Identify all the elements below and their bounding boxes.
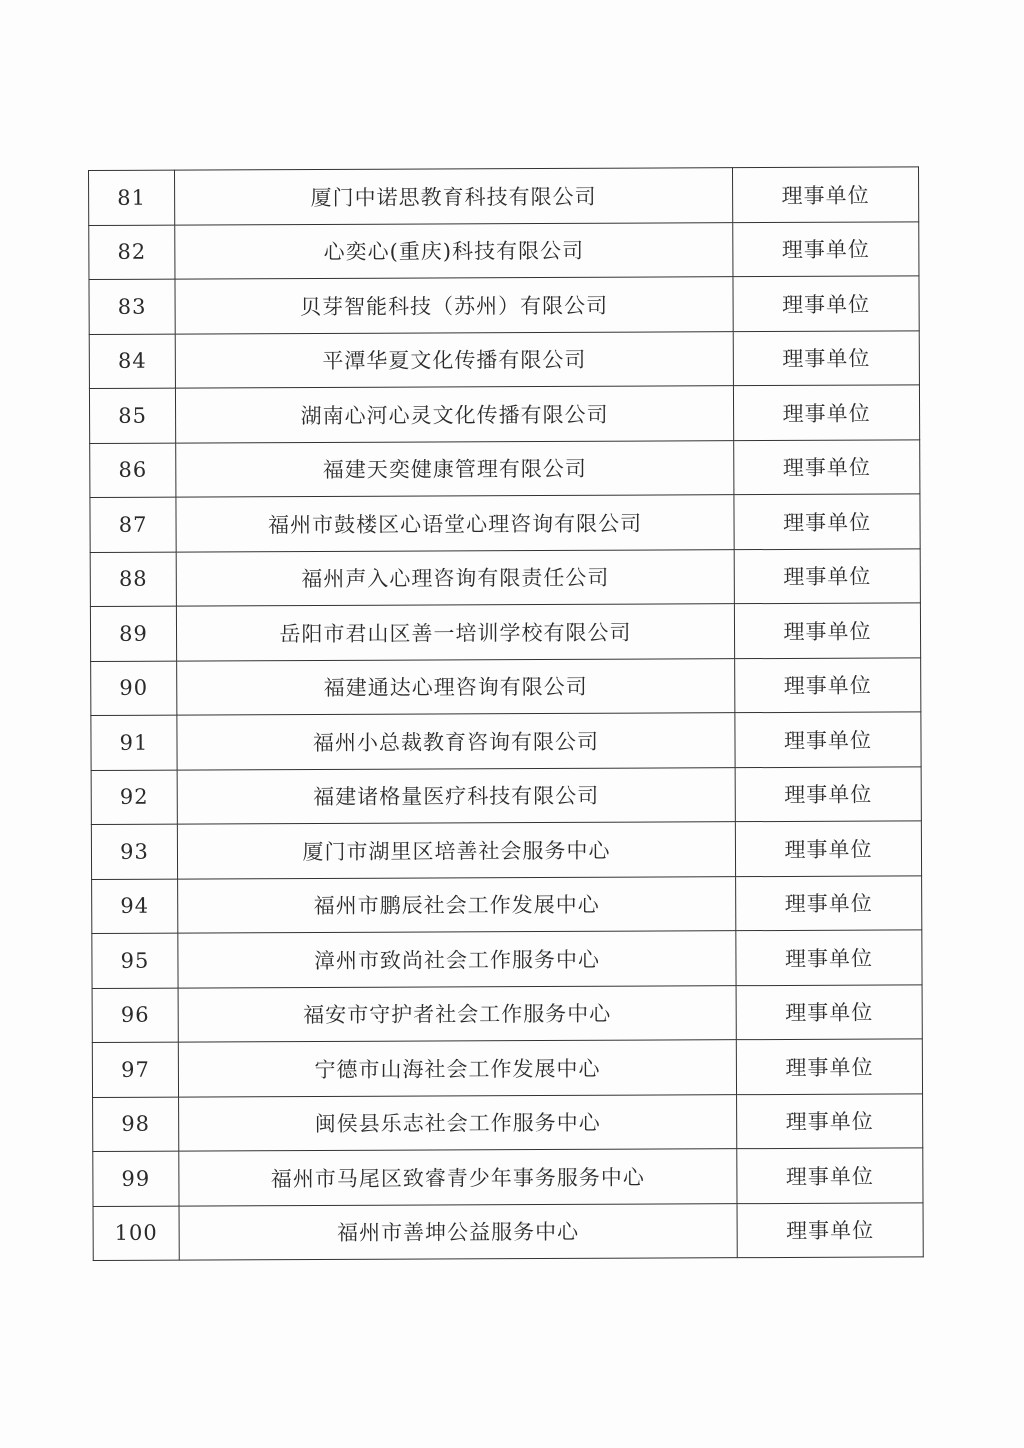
- organization-name: 福州市鼓楼区心语堂心理咨询有限公司: [176, 495, 734, 552]
- member-role: 理事单位: [735, 766, 921, 821]
- member-role: 理事单位: [735, 657, 921, 712]
- member-role: 理事单位: [734, 494, 920, 549]
- table-row: [93, 1093, 923, 1151]
- row-number: 93: [91, 824, 177, 879]
- table-row: [89, 330, 919, 388]
- organization-name: 平潭华夏文化传播有限公司: [175, 331, 733, 388]
- table-row: [90, 494, 920, 552]
- member-role: 理事单位: [736, 1039, 922, 1094]
- member-role: 理事单位: [734, 548, 920, 603]
- member-role: 理事单位: [734, 439, 920, 494]
- member-role: 理事单位: [735, 821, 921, 876]
- row-number: 84: [89, 334, 175, 389]
- row-number: 96: [92, 988, 178, 1043]
- member-table-body: [89, 167, 924, 1261]
- row-number: 81: [89, 170, 175, 225]
- organization-name: 宁德市山海社会工作发展中心: [178, 1040, 736, 1097]
- table-row: [89, 167, 919, 225]
- table-row: [91, 712, 921, 770]
- table-row: [92, 930, 922, 988]
- member-role: 理事单位: [736, 875, 922, 930]
- member-role: 理事单位: [736, 930, 922, 985]
- organization-name: 福建天奕健康管理有限公司: [176, 440, 734, 497]
- row-number: 99: [93, 1151, 179, 1206]
- organization-name: 福州声入心理咨询有限责任公司: [176, 549, 734, 606]
- table-row: [93, 1148, 923, 1206]
- row-number: 94: [92, 879, 178, 934]
- member-role: 理事单位: [735, 712, 921, 767]
- table-row: [90, 603, 920, 661]
- table-row: [92, 875, 922, 933]
- member-role: 理事单位: [737, 1202, 923, 1257]
- organization-name: 福州市善坤公益服务中心: [179, 1203, 737, 1260]
- row-number: 85: [89, 388, 175, 443]
- member-role: 理事单位: [737, 1148, 923, 1203]
- table-row: [91, 766, 921, 824]
- member-role: 理事单位: [733, 276, 919, 331]
- member-role: 理事单位: [733, 330, 919, 385]
- row-number: 92: [91, 770, 177, 825]
- table-row: [89, 276, 919, 334]
- table-row: [92, 1039, 922, 1097]
- organization-name: 福建通达心理咨询有限公司: [177, 658, 735, 715]
- member-role: 理事单位: [732, 167, 918, 222]
- member-role: 理事单位: [736, 984, 922, 1039]
- member-role: 理事单位: [737, 1093, 923, 1148]
- row-number: 100: [93, 1206, 179, 1261]
- organization-name: 福州市鹏辰社会工作发展中心: [178, 876, 736, 933]
- organization-name: 福州市马尾区致睿青少年事务服务中心: [179, 1149, 737, 1206]
- organization-name: 岳阳市君山区善一培训学校有限公司: [176, 604, 734, 661]
- row-number: 97: [92, 1042, 178, 1097]
- organization-name: 厦门市湖里区培善社会服务中心: [177, 822, 735, 879]
- row-number: 98: [93, 1097, 179, 1152]
- table-row: [93, 1202, 923, 1260]
- member-role: 理事单位: [733, 221, 919, 276]
- table-row: [90, 548, 920, 606]
- organization-name: 福建诸格量医疗科技有限公司: [177, 767, 735, 824]
- organization-name: 福州小总裁教育咨询有限公司: [177, 713, 735, 770]
- organization-name: 厦门中诺思教育科技有限公司: [175, 168, 733, 225]
- row-number: 95: [92, 933, 178, 988]
- row-number: 82: [89, 225, 175, 280]
- organization-name: 心奕心(重庆)科技有限公司: [175, 222, 733, 279]
- table-row: [91, 821, 921, 879]
- row-number: 86: [90, 443, 176, 498]
- member-role: 理事单位: [734, 603, 920, 658]
- table-row: [89, 221, 919, 279]
- organization-name: 福安市守护者社会工作服务中心: [178, 985, 736, 1042]
- member-role: 理事单位: [733, 385, 919, 440]
- row-number: 88: [90, 552, 176, 607]
- row-number: 89: [90, 606, 176, 661]
- organization-name: 贝芽智能科技（苏州）有限公司: [175, 277, 733, 334]
- row-number: 91: [91, 715, 177, 770]
- row-number: 83: [89, 279, 175, 334]
- row-number: 90: [91, 661, 177, 716]
- organization-name: 湖南心河心灵文化传播有限公司: [175, 386, 733, 443]
- table-row: [92, 984, 922, 1042]
- table-row: [89, 385, 919, 443]
- organization-name: 漳州市致尚社会工作服务中心: [178, 931, 736, 988]
- table-row: [91, 657, 921, 715]
- member-table: [88, 166, 924, 1261]
- row-number: 87: [90, 497, 176, 552]
- organization-name: 闽侯县乐志社会工作服务中心: [179, 1094, 737, 1151]
- table-row: [90, 439, 920, 497]
